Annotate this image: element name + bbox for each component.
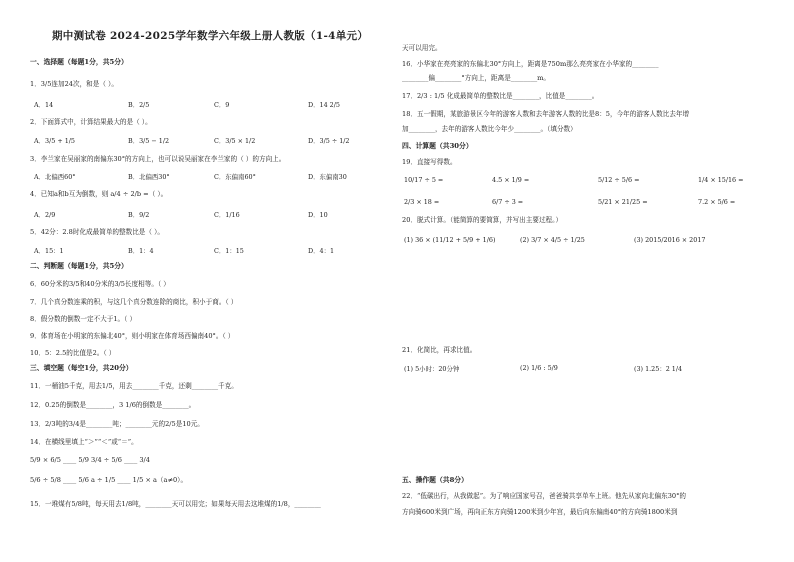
calc-cell: 6/7 ÷ 3 =	[492, 198, 524, 206]
question-10: 10．5：2.5的比值是2。（ ）	[30, 349, 116, 357]
section-4-heading: 四、计算题（共30分）	[402, 142, 473, 150]
q20-item-1: (1) 36 × (11/12 + 5/9 + 1/6)	[404, 236, 496, 244]
q5-option-b: B．1：4	[128, 247, 154, 255]
question-15-continued: 天可以用完。	[402, 44, 442, 52]
question-14: 14．在横线里填上“＞”“＜”或“＝”。	[30, 438, 138, 446]
question-12: 12．0.25的倒数是________，3 1/6的倒数是________。	[30, 401, 196, 409]
page-title: 期中测试卷 2024-2025学年数学六年级上册人教版（1-4单元）	[52, 30, 369, 42]
q20-item-2: (2) 3/7 × 4/5 ÷ 1/25	[520, 236, 585, 244]
calc-cell: 5/21 × 21/25 =	[598, 198, 648, 206]
section-1-heading: 一、选择题（每题1分，共5分）	[30, 58, 128, 66]
q5-option-a: A．15：1	[34, 247, 64, 255]
question-7: 7．几个真分数连乘的积，与这几个真分数连除的商比，积小于商。（ ）	[30, 298, 238, 306]
question-22: 22．“低碳出行，从我做起”。为了响应国家号召，爸爸骑共享单车上班。他先从家向北偏东30°的	[402, 492, 686, 500]
section-3-heading: 三、填空题（每空1分，共20分）	[30, 364, 133, 372]
calc-cell: 7.2 × 5/6 =	[698, 198, 736, 206]
q3-option-c: C．东偏南60°	[214, 173, 256, 181]
question-16-line-b: ________偏________°方向上，距离是________m。	[402, 74, 551, 82]
question-6: 6．60分米的3/5和40分米的3/5长度相等。（ ）	[30, 280, 170, 288]
question-8: 8．假分数的倒数一定不大于1。（ ）	[30, 315, 137, 323]
q2-option-a: A．3/5 + 1/5	[34, 137, 75, 145]
question-13: 13．2/3吨的3/4是________吨；________元的2/5是10元。	[30, 420, 204, 428]
question-14-row-b: 5/6 ÷ 5/8 ____ 5/6 a ÷ 1/5 ____ 1/5 × a（a≠0）。	[30, 476, 188, 484]
q4-option-d: D．10	[308, 211, 328, 219]
q2-option-d: D．3/5 ÷ 1/2	[308, 137, 350, 145]
question-1: 1．3/5连加24次，和是（ ）。	[30, 80, 118, 88]
q21-item-1: (1) 5小时：20分钟	[404, 365, 460, 373]
q4-option-b: B．9/2	[128, 211, 150, 219]
calc-cell: 1/4 × 15/16 =	[698, 176, 744, 184]
question-21: 21．化简比，再求比值。	[402, 346, 477, 354]
calc-cell: 5/12 ÷ 5/6 =	[598, 176, 640, 184]
question-2: 2．下面算式中，计算结果最大的是（ ）。	[30, 118, 152, 126]
calc-cell: 2/3 × 18 =	[404, 198, 440, 206]
question-4: 4．已知a和b互为倒数，则 a/4 ÷ 2/b =（ ）。	[30, 190, 168, 198]
question-22-line-b: 方向骑600米到广场，再向正东方向骑1200米到少年宫，最后向东偏南40°的方向骑1800米到	[402, 508, 678, 516]
calc-cell: 4.5 × 1/9 =	[492, 176, 530, 184]
q1-option-b: B．2/5	[128, 101, 150, 109]
question-18: 18．五一假期，某旅游景区今年的游客人数和去年游客人数的比是8：5，今年的游客人数比去年增	[402, 110, 690, 118]
question-20: 20．脱式计算。（能简算的要简算，并写出主要过程。）	[402, 216, 563, 224]
q21-item-2: (2) 1/6 : 5/9	[520, 364, 558, 372]
calc-cell: 10/17 ÷ 5 =	[404, 176, 444, 184]
q2-option-b: B．3/5 − 1/2	[128, 137, 170, 145]
q2-option-c: C．3/5 × 1/2	[214, 137, 256, 145]
section-2-heading: 二、判断题（每题1分，共5分）	[30, 262, 128, 270]
question-11: 11．一桶油5千克，用去1/5，用去________千克，还剩________千克。	[30, 382, 238, 390]
q20-item-3: (3) 2015/2016 × 2017	[634, 236, 706, 244]
question-15: 15．一堆煤有5/8吨，每天用去1/8吨，________天可以用完；如果每天用去这堆煤的1/8，________	[30, 500, 321, 508]
question-18-line-b: 加________，去年的游客人数比今年少________。（填分数）	[402, 125, 577, 133]
q4-option-c: C．1/16	[214, 211, 240, 219]
question-16: 16．小华家在亮亮家的东偏北30°方向上，距离是750m那么亮亮家在小华家的________	[402, 60, 659, 68]
q4-option-a: A．2/9	[34, 211, 56, 219]
question-17: 17．2/3 : 1/5 化成最简单的整数比是________，比值是________。	[402, 92, 599, 100]
q1-option-c: C．9	[214, 101, 230, 109]
q3-option-d: D．东偏南30	[308, 173, 347, 181]
q21-item-3: (3) 1.25：2 1/4	[634, 365, 683, 373]
q5-option-d: D．4：1	[308, 247, 335, 255]
question-3: 3．李兰家在吴丽家的南偏东30°的方向上，也可以说吴丽家在李兰家的（ ）的方向上。	[30, 155, 286, 163]
q1-option-d: D．14 2/5	[308, 101, 340, 109]
q3-option-a: A．北偏西60°	[34, 173, 76, 181]
question-19: 19．直接写得数。	[402, 158, 457, 166]
section-5-heading: 五、操作题（共8分）	[402, 476, 468, 484]
q3-option-b: B．北偏西30°	[128, 173, 170, 181]
question-14-row-a: 5/9 × 6/5 ____ 5/9 3/4 ÷ 5/6 ____ 3/4	[30, 456, 150, 464]
q5-option-c: C．1：15	[214, 247, 244, 255]
question-9: 9．体育场在小明家的东偏北40°，则小明家在体育场西偏南40°。（ ）	[30, 332, 235, 340]
question-5: 5．42分：2.8时化成最简单的整数比是（ ）。	[30, 228, 164, 236]
q1-option-a: A．14	[34, 101, 54, 109]
